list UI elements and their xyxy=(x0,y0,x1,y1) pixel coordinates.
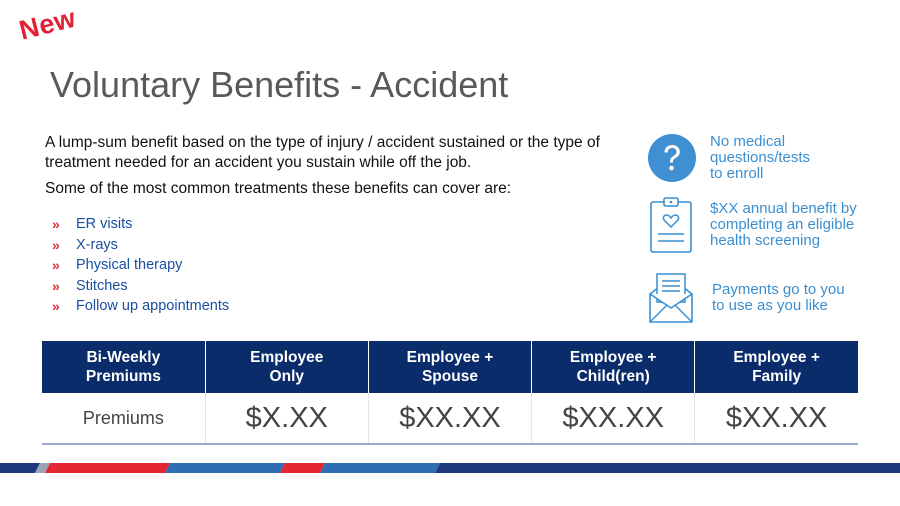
list-item xyxy=(52,276,229,297)
feature-text: $XX annual benefit by completing an eligible health screening xyxy=(710,200,857,249)
intro-subtext: Some of the most common treatments these benefits can cover are: xyxy=(45,180,512,197)
table-row xyxy=(42,393,858,444)
intro-text: A lump-sum benefit based on the type of injury / accident sustained or the type of treatment needed for an accident you sustain while off the job. xyxy=(45,134,600,171)
bullet-marker: » xyxy=(52,298,60,314)
treatment-list xyxy=(52,214,229,317)
premiums-table xyxy=(42,341,858,445)
bullet-marker: » xyxy=(52,236,60,253)
list-item xyxy=(52,296,229,317)
bullet-marker: » xyxy=(52,257,60,273)
list-item-label: Physical therapy xyxy=(76,257,183,273)
feature-text: Payments go to you to use as you like xyxy=(712,281,845,314)
header-employee-family: Employee + Family xyxy=(695,341,858,393)
feature-text: No medical questions/tests to enroll xyxy=(710,133,811,182)
price-employee-family: $XX.XX xyxy=(695,393,858,444)
page-title: Voluntary Benefits - Accident xyxy=(50,64,509,105)
list-item-label: ER visits xyxy=(76,216,133,232)
header-employee-children: Employee + Child(ren) xyxy=(532,341,695,393)
list-item xyxy=(52,235,229,256)
header-employee-spouse: Employee + Spouse xyxy=(368,341,531,393)
feature-no-medical xyxy=(648,134,810,182)
list-item xyxy=(52,214,229,235)
table-header-row xyxy=(42,341,858,393)
envelope-letter-icon xyxy=(648,272,694,324)
list-item-label: Stitches xyxy=(76,277,128,294)
bullet-marker: » xyxy=(52,277,60,294)
footer-stripe xyxy=(0,463,900,473)
bullet-marker: » xyxy=(52,216,60,232)
new-badge: New xyxy=(16,2,79,46)
list-item-label: X-rays xyxy=(76,236,118,253)
feature-payments xyxy=(648,272,845,324)
question-circle-icon xyxy=(648,134,696,182)
list-item xyxy=(52,255,229,276)
price-employee-children: $XX.XX xyxy=(532,393,695,444)
price-employee-spouse: $XX.XX xyxy=(368,393,531,444)
price-employee-only: $X.XX xyxy=(205,393,368,444)
header-employee-only: Employee Only xyxy=(205,341,368,393)
feature-health-screening xyxy=(649,196,857,254)
clipboard-heart-icon xyxy=(649,196,693,254)
header-bi-weekly-premiums: Bi-Weekly Premiums xyxy=(42,341,205,393)
row-label-premiums: Premiums xyxy=(42,393,205,444)
list-item-label: Follow up appointments xyxy=(76,298,230,314)
